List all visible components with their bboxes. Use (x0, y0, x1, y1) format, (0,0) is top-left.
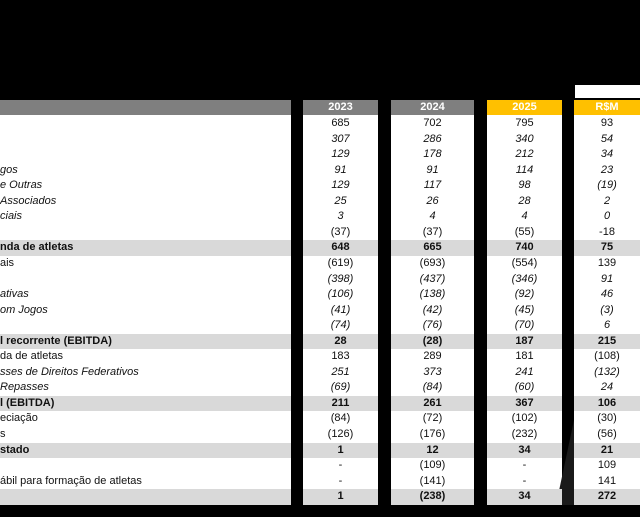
value-2024: 289 (423, 350, 442, 363)
value-rsm: 46 (600, 288, 614, 301)
value-2025: (55) (514, 225, 535, 238)
value-rsm: (3) (600, 303, 614, 316)
value-2025: 340 (515, 132, 534, 145)
row-label: ábil para formação de atletas (0, 474, 142, 487)
value-2024: (84) (422, 381, 443, 394)
value-2025: (232) (511, 428, 538, 440)
value-2024: (42) (422, 303, 443, 316)
value-2023: (398) (327, 272, 354, 285)
row-label: s (0, 428, 6, 440)
row-label (0, 318, 291, 334)
value-rsm: (56) (597, 428, 617, 440)
row-label: da de atletas (0, 350, 63, 363)
value-2024: 665 (423, 241, 442, 254)
table-row (0, 178, 640, 194)
value-2024: (437) (419, 272, 446, 285)
value-2025: (70) (514, 319, 535, 332)
value-2023: 183 (331, 350, 350, 363)
row-label: nda de atletas (0, 241, 74, 254)
table-row (0, 458, 640, 474)
value-2023: 648 (331, 241, 350, 254)
value-rsm: 54 (600, 132, 614, 145)
table-row (0, 209, 640, 225)
value-2025: 181 (515, 350, 534, 363)
header-2025: 2025 (487, 100, 562, 115)
table-row (0, 443, 640, 459)
value-2025: 34 (518, 490, 531, 503)
value-2023: 307 (331, 132, 350, 145)
value-2023: 25 (334, 194, 347, 207)
row-label (0, 132, 291, 148)
table-row (0, 349, 640, 365)
value-2025: 212 (515, 148, 534, 161)
value-2023: (41) (330, 303, 351, 316)
value-rsm: 272 (597, 490, 617, 503)
value-2025: 4 (521, 210, 528, 223)
value-2025: 34 (518, 443, 531, 456)
value-2024: (72) (422, 412, 443, 425)
row-label: e Outras (0, 179, 43, 192)
value-2023: 129 (331, 179, 350, 192)
value-rsm: 23 (600, 163, 614, 176)
value-2025: (554) (511, 256, 538, 269)
value-rsm: 21 (600, 443, 614, 456)
row-label (0, 272, 291, 288)
value-2023: 251 (331, 365, 350, 378)
value-2024: (37) (422, 225, 443, 238)
value-2023: (37) (330, 225, 351, 238)
row-label: ativas (0, 288, 29, 301)
value-2025: - (522, 474, 527, 487)
value-2023: - (338, 474, 343, 487)
table-row (0, 334, 640, 350)
value-rsm: 6 (603, 319, 611, 332)
table-row (0, 272, 640, 288)
value-2024: 286 (423, 132, 442, 145)
header-2023: 2023 (303, 100, 378, 115)
row-label (0, 489, 291, 505)
value-2025: - (522, 459, 527, 472)
value-2023: (106) (327, 288, 354, 301)
row-label: ciais (0, 210, 23, 223)
value-2023: (69) (330, 381, 351, 394)
row-label: Repasses (0, 381, 49, 394)
row-label (0, 116, 291, 132)
value-2023: (74) (330, 319, 351, 332)
value-2024: (176) (419, 428, 446, 440)
table-row (0, 380, 640, 396)
value-2025: 740 (515, 241, 534, 254)
table-row (0, 240, 640, 256)
table-row (0, 427, 640, 443)
table-row (0, 194, 640, 210)
value-2024: (138) (419, 288, 446, 301)
row-label: eciação (0, 412, 38, 425)
table-row (0, 411, 640, 427)
value-2024: (76) (422, 319, 443, 332)
value-2023: 28 (334, 334, 347, 347)
value-2023: (84) (330, 412, 351, 425)
value-rsm: (108) (594, 350, 620, 363)
row-label: l recorrente (EBITDA) (0, 334, 112, 347)
value-rsm: (132) (594, 365, 620, 378)
value-2025: 795 (515, 117, 534, 129)
value-2024: 261 (423, 396, 442, 409)
value-2024: (238) (419, 490, 446, 503)
table-row (0, 489, 640, 505)
value-2025: (102) (511, 412, 538, 425)
value-2024: 4 (429, 210, 436, 223)
table-row (0, 147, 640, 163)
header-labels (0, 100, 291, 115)
value-2024: (141) (419, 474, 446, 487)
value-2025: 241 (515, 365, 534, 378)
rsm-top-box (575, 85, 640, 98)
value-2023: (619) (327, 256, 354, 269)
value-rsm: (19) (597, 179, 617, 192)
value-rsm: 2 (603, 194, 611, 207)
value-2024: (28) (422, 334, 443, 347)
value-2025: (92) (514, 288, 535, 301)
value-2024: 26 (426, 194, 439, 207)
row-label: om Jogos (0, 303, 48, 316)
row-label: sses de Direitos Federativos (0, 365, 139, 378)
value-2025: 114 (515, 163, 534, 176)
value-rsm: 0 (603, 210, 611, 223)
row-label: l (EBITDA) (0, 396, 55, 409)
value-2023: 211 (331, 396, 350, 409)
value-2024: 373 (423, 365, 442, 378)
value-2024: (693) (419, 256, 446, 269)
table-row (0, 116, 640, 132)
table-row (0, 225, 640, 241)
row-label: stado (0, 443, 30, 456)
value-2023: - (338, 459, 343, 472)
value-rsm: 93 (600, 117, 614, 129)
value-2024: (109) (419, 459, 446, 472)
value-2024: 91 (426, 163, 439, 176)
value-2025: 187 (515, 334, 534, 347)
value-2025: 28 (518, 194, 531, 207)
header-2024: 2024 (391, 100, 474, 115)
row-label: ais (0, 256, 15, 269)
value-rsm: 215 (597, 334, 617, 347)
value-2025: (45) (514, 303, 535, 316)
table-row (0, 318, 640, 334)
value-2025: (346) (511, 272, 538, 285)
value-2023: (126) (327, 428, 354, 440)
row-label: Associados (0, 194, 57, 207)
value-2024: 178 (423, 148, 442, 161)
value-2023: 1 (337, 490, 344, 503)
value-rsm: 109 (597, 459, 617, 472)
table-row (0, 396, 640, 412)
value-rsm: 139 (597, 256, 617, 269)
row-label: gos (0, 163, 18, 176)
table-row (0, 474, 640, 490)
table-row (0, 287, 640, 303)
value-2023: 129 (331, 148, 350, 161)
value-rsm: 24 (600, 381, 614, 394)
value-2023: 1 (337, 443, 344, 456)
value-2025: 98 (518, 179, 531, 192)
value-rsm: (30) (597, 412, 617, 425)
value-rsm: 141 (597, 474, 617, 487)
table-row (0, 365, 640, 381)
table-row (0, 303, 640, 319)
value-rsm: -18 (599, 225, 615, 238)
value-2023: 3 (337, 210, 344, 223)
table-row (0, 163, 640, 179)
value-2023: 685 (331, 117, 350, 129)
table-row (0, 132, 640, 148)
value-rsm: 106 (597, 396, 617, 409)
table-row (0, 256, 640, 272)
value-2023: 91 (334, 163, 347, 176)
value-2025: 367 (515, 396, 534, 409)
value-2024: 702 (423, 117, 442, 129)
row-label (0, 147, 291, 163)
row-label (0, 225, 291, 241)
value-rsm: 91 (600, 272, 614, 285)
value-2025: (60) (514, 381, 535, 394)
row-label (0, 458, 291, 474)
header-rsm: R$M (574, 100, 640, 115)
value-rsm: 34 (600, 148, 614, 161)
value-2024: 12 (426, 443, 439, 456)
value-rsm: 75 (600, 241, 614, 254)
value-2024: 117 (423, 179, 442, 192)
